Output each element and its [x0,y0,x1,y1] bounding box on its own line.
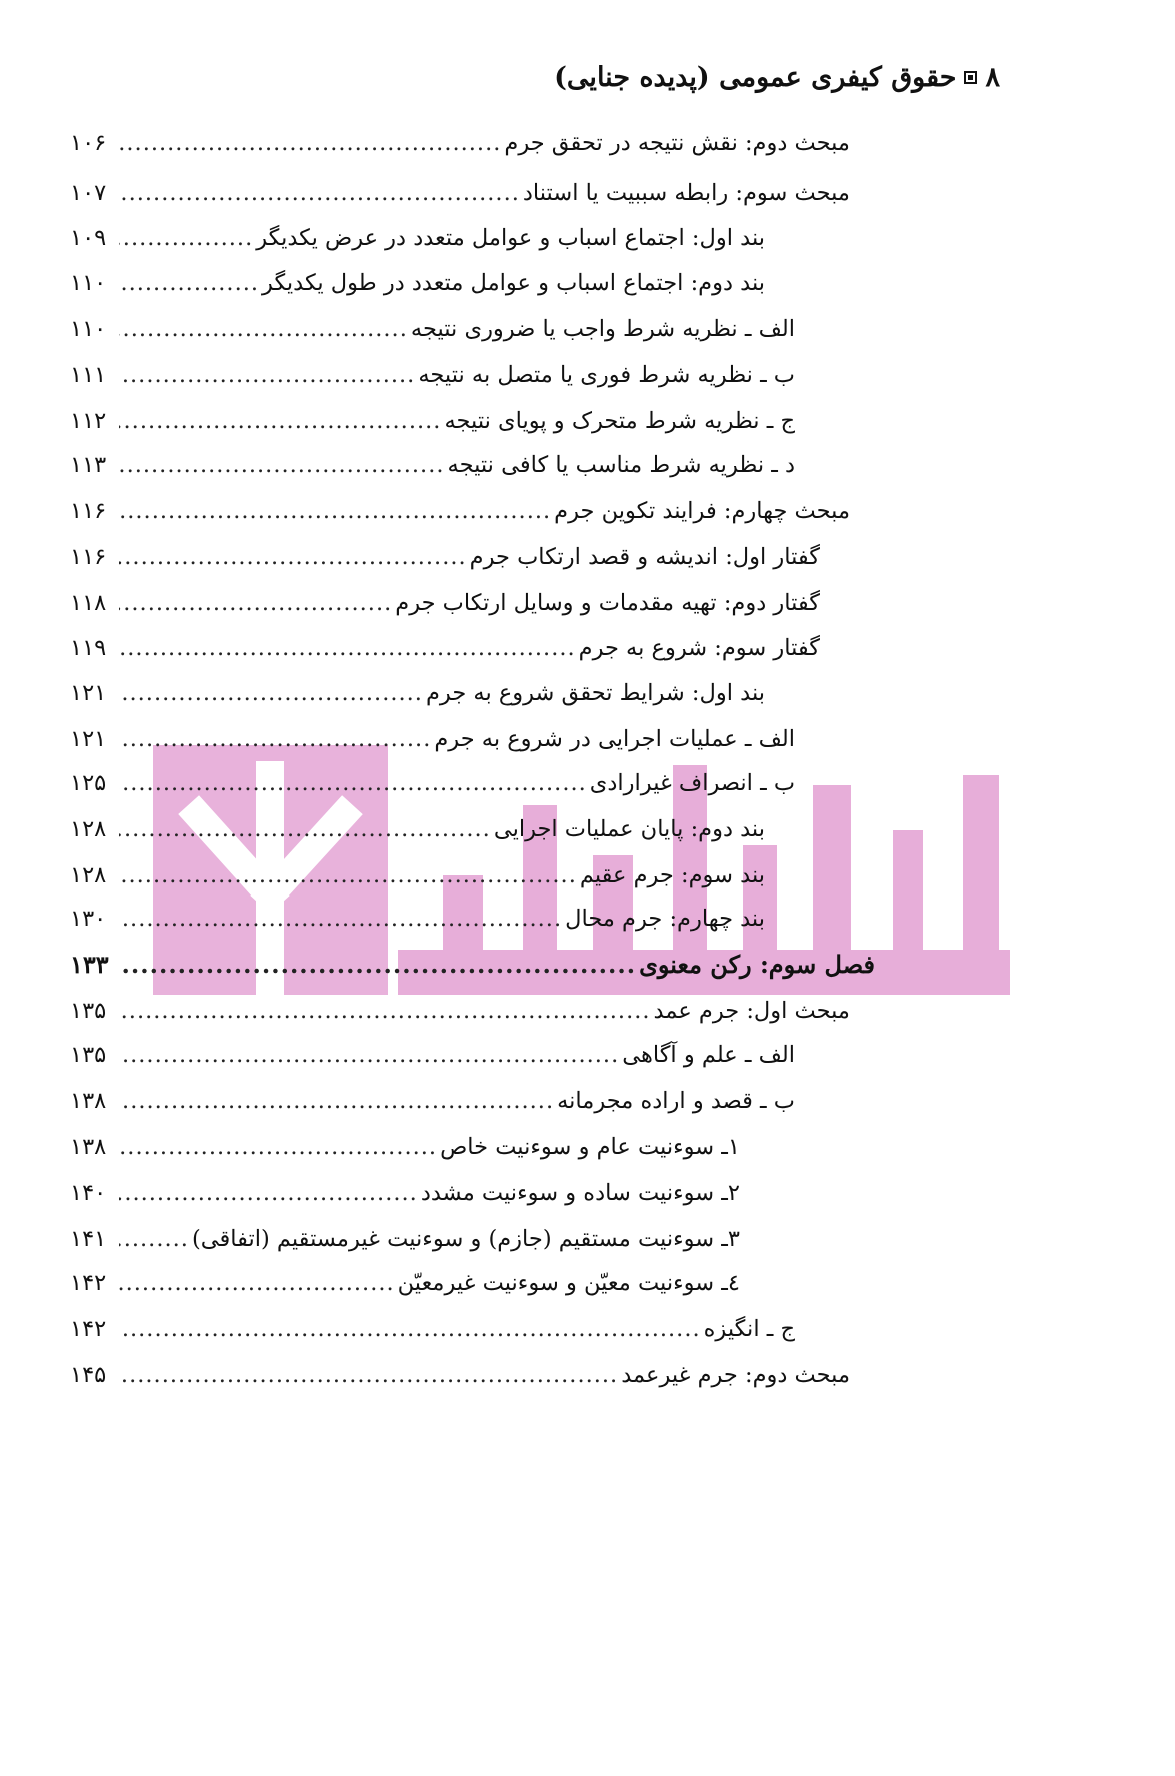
toc-entry [70,1042,795,1082]
toc-entry-page: ۱۳۸ [70,1134,107,1160]
toc-entry-title: فصل سوم: رکن معنوی [639,950,875,979]
toc-entry [70,180,850,220]
dot-leader [119,544,467,570]
dot-leader [119,362,415,388]
toc-entry-page: ۱۲۵ [70,770,107,796]
toc-entry-title: مبحث چهارم: فرایند تکوین جرم [554,498,850,524]
dot-leader [119,1226,189,1252]
toc-entry-title: بند دوم: پایان عملیات اجرایی [493,816,765,842]
toc-entry [70,950,875,990]
header-title: حقوق کیفری عمومی (پدیده جنایی) [554,62,957,93]
toc-entry-page: ۱۱۰ [70,270,107,296]
toc-entry-title: بند چهارم: جرم محال [565,906,765,932]
dot-leader [119,770,587,796]
toc-entry [70,316,795,356]
toc-entry [70,225,765,265]
toc-entry [70,816,765,856]
toc-entry-page: ۱۱۹ [70,635,107,661]
dot-leader [119,816,491,842]
toc-entry [70,130,850,170]
dot-leader [119,1362,618,1388]
toc-entry-page: ۱۱۶ [70,544,107,570]
toc-entry-page: ۱۴۲ [70,1270,107,1296]
dot-leader [119,950,636,979]
toc-entry [70,680,765,720]
toc-entry [70,1134,740,1174]
toc-entry-page: ۱۱۶ [70,498,107,524]
toc-entry-title: ب ـ نظریه شرط فوری یا متصل به نتیجه [418,362,795,388]
toc-entry [70,362,795,402]
toc-entry-page: ۱۴۲ [70,1316,107,1342]
toc-entry [70,726,795,766]
dot-leader [119,862,577,888]
toc-entry-title: الف ـ علم و آگاهی [622,1042,795,1068]
toc-entry-title: مبحث اول: جرم عمد [653,998,850,1024]
toc-entry [70,270,765,310]
toc-entry [70,1316,795,1356]
toc-entry-title: بند اول: شرایط تحقق شروع به جرم [425,680,765,706]
toc-entry-page: ۱۲۱ [70,726,107,752]
toc-entry-title: بند اول: اجتماع اسباب و عوامل متعدد در عرض یکدیگر [256,225,765,251]
toc-entry [70,770,795,810]
toc-entry-page: ۱۱۰ [70,316,107,342]
toc-entry [70,906,765,946]
dot-leader [119,408,441,434]
toc-entry-page: ۱۴۵ [70,1362,107,1388]
dot-leader [119,316,408,342]
toc-entry-page: ۱۳۵ [70,998,107,1024]
toc-entry [70,1088,795,1128]
toc-entry-title: گفتار سوم: شروع به جرم [578,635,820,661]
toc-entry [70,544,820,584]
dot-leader [119,1088,554,1114]
toc-entry [70,452,795,492]
toc-entry-title: ۲ـ سوءنیت ساده و سوءنیت مشدد [420,1180,740,1206]
toc-entry [70,862,765,902]
toc-entry-page: ۱۳۳ [70,950,109,979]
toc-entry [70,1226,740,1266]
toc-entry-page: ۱۰۷ [70,180,107,206]
dot-leader [119,130,501,156]
dot-leader [119,680,423,706]
toc-entry-title: ۱ـ سوءنیت عام و سوءنیت خاص [440,1134,740,1160]
dot-leader [119,726,431,752]
dot-leader [119,452,445,478]
dot-leader [119,1270,395,1296]
dot-leader [119,1180,418,1206]
square-bullet-icon [964,71,977,84]
toc-entry-title: بند دوم: اجتماع اسباب و عوامل متعدد در طول یکدیگر [262,270,765,296]
dot-leader [119,498,551,524]
toc-entry-title: ب ـ انصراف غیرارادی [589,770,795,796]
toc-entry [70,1180,740,1220]
toc-entry-title: ج ـ نظریه شرط متحرک و پویای نتیجه [444,408,795,434]
toc-entry [70,590,820,630]
toc-entry-page: ۱۱۳ [70,452,107,478]
toc-entry-title: گفتار دوم: تهیه مقدمات و وسایل ارتکاب جرم [395,590,820,616]
toc-entry-page: ۱۱۱ [70,362,107,388]
dot-leader [119,1134,437,1160]
toc-entry-title: مبحث سوم: رابطه سببیت یا استناد [522,180,850,206]
header-page-number: ۸ [985,62,1000,93]
toc-entry-page: ۱۰۶ [70,130,107,156]
toc-entry [70,1362,850,1402]
toc-entry-title: ۳ـ سوءنیت مستقیم (جازم) و سوءنیت غیرمستقیم (اتفاقی) [191,1226,740,1252]
dot-leader [119,1042,619,1068]
toc-entry [70,498,850,538]
toc-entry-title: بند سوم: جرم عقیم [579,862,765,888]
toc-entry-page: ۱۳۵ [70,1042,107,1068]
toc-entry-page: ۱۴۰ [70,1180,107,1206]
toc-entry-title: مبحث دوم: نقش نتیجه در تحقق جرم [504,130,850,156]
toc-entry-title: د ـ نظریه شرط مناسب یا کافی نتیجه [447,452,795,478]
toc-entry-title: مبحث دوم: جرم غیرعمد [621,1362,850,1388]
dot-leader [119,225,253,251]
toc-entry-page: ۱۴۱ [70,1226,107,1252]
running-header [554,62,1000,93]
toc-entry-page: ۱۱۸ [70,590,107,616]
toc-entry-title: گفتار اول: اندیشه و قصد ارتکاب جرم [469,544,820,570]
toc-entry [70,408,795,448]
toc-entry-page: ۱۲۸ [70,816,107,842]
toc-entry-page: ۱۰۹ [70,225,107,251]
dot-leader [119,635,576,661]
toc-entry-page: ۱۳۰ [70,906,107,932]
toc-entry-page: ۱۱۲ [70,408,107,434]
toc-entry [70,635,820,675]
toc-entry [70,998,850,1038]
toc-entry-title: الف ـ نظریه شرط واجب یا ضروری نتیجه [410,316,795,342]
toc-entry-page: ۱۳۸ [70,1088,107,1114]
toc-entry-page: ۱۲۸ [70,862,107,888]
toc-entry-title: ج ـ انگیزه [703,1316,795,1342]
dot-leader [119,998,651,1024]
toc-entry-title: ٤ـ سوءنیت معیّن و سوءنیت غیرمعیّن [397,1270,740,1296]
dot-leader [119,906,562,932]
dot-leader [119,1316,701,1342]
toc-entry [70,1270,740,1310]
toc-entry-title: ب ـ قصد و اراده مجرمانه [557,1088,795,1114]
toc-entry-title: الف ـ عملیات اجرایی در شروع به جرم [434,726,795,752]
toc-entry-page: ۱۲۱ [70,680,107,706]
dot-leader [119,180,520,206]
dot-leader [119,270,259,296]
dot-leader [119,590,392,616]
